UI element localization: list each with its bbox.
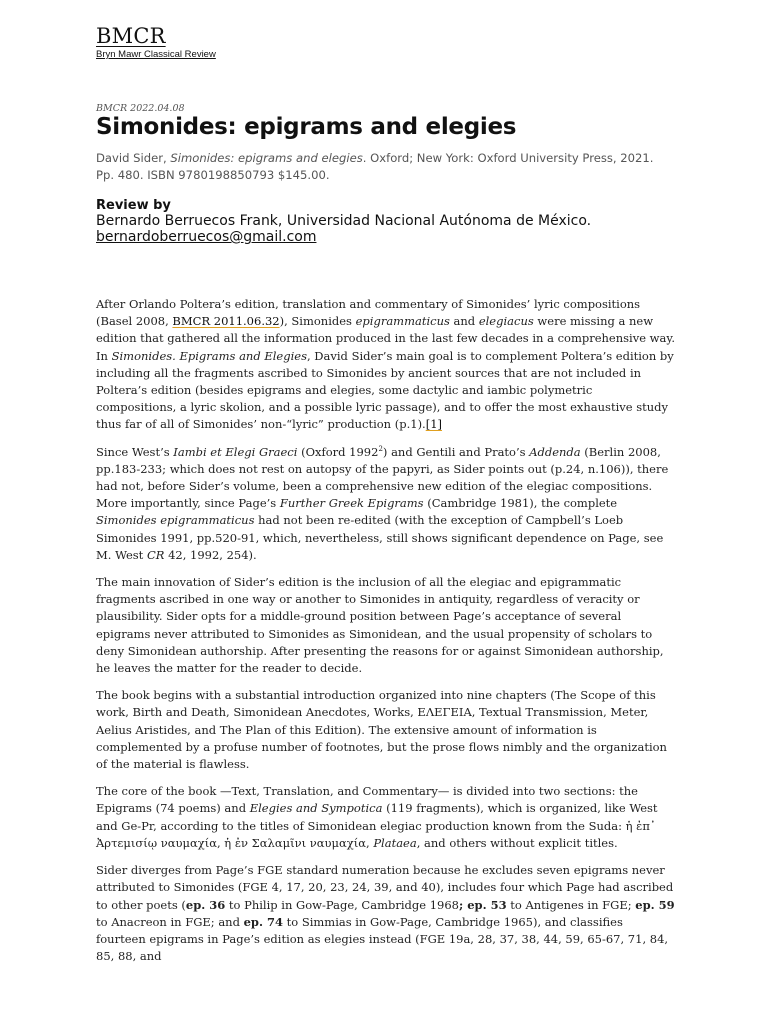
italic-text: Plataea xyxy=(373,835,417,850)
italic-text: Elegies and Sympotica xyxy=(249,801,383,816)
review-date: BMCR 2022.04.08 xyxy=(96,103,185,114)
text: , David Sider’s main goal is to complement Poltera’s edition by including all the fragments ascribed to Simonides by ancient sources that are not included in Poltera’s edition (besides epigrams and elegies, some dactylic and iambic polymetric compositions, a lyric skolion, and a possible lyric passage), and to offer the most exhaustive study thus far of all of Simonides’ non-“lyric” production (p.1). xyxy=(96,348,674,432)
text: to Simmias in Gow-Page, Cambridge 1965), and classifies fourteen epigrams in Page’s edition as elegies instead (FGE 19a, 28, 37, 38, 44, 59, 65-67, 71, 84, 85, 88, and xyxy=(96,914,669,964)
paragraph-4: The book begins with a substantial introduction organized into nine chapters (The Scope of this work, Birth and Death, Simonidean Anecdotes, Works, ΕΛΕΓΕΙΑ, Textual Transmission, Meter, Aelius Aristides, and The Plan of this Edition). The extensive amount of information is complemented by a profuse number of footnotes, but the prose flows nimbly and the organization of the material is flawless. xyxy=(96,688,667,772)
text: ), Simonides xyxy=(279,314,356,329)
text: ) and Gentili and Prato’s xyxy=(382,444,530,459)
citation-author: David Sider, xyxy=(96,151,171,165)
paragraph-5 xyxy=(96,783,676,852)
text: to Antigenes in FGE; xyxy=(506,897,636,912)
italic-text: epigrammaticus xyxy=(355,314,450,329)
bold-text: ; ep. 53 xyxy=(458,897,507,912)
italic-text: Further Greek Epigrams xyxy=(279,496,424,511)
text: (Oxford 1992 xyxy=(297,444,379,459)
site-logo[interactable]: BMCR xyxy=(96,24,166,48)
citation-title: Simonides: epigrams and elegies xyxy=(170,151,363,165)
paragraph-1 xyxy=(96,296,676,434)
review-by-label: Review by xyxy=(96,198,171,213)
text: to Anacreon in FGE; and xyxy=(96,914,244,929)
italic-text: Addenda xyxy=(529,444,581,459)
review-body xyxy=(96,296,676,975)
bmcr-review-link[interactable]: BMCR 2011.06.32 xyxy=(172,314,280,329)
italic-text: elegiacus xyxy=(478,314,534,329)
italic-text: Simonides epigrammaticus xyxy=(96,513,255,528)
bold-text: ep. 36 xyxy=(185,897,226,912)
bold-text: ep. 74 xyxy=(243,914,283,929)
text: Since West’s xyxy=(96,444,174,459)
italic-text: Simonides. Epigrams and Elegies xyxy=(111,348,307,363)
bold-text: ep. 59 xyxy=(635,897,675,912)
paragraph-6 xyxy=(96,862,676,965)
site-tagline-link[interactable]: Bryn Mawr Classical Review xyxy=(96,49,216,60)
italic-text: CR xyxy=(146,547,165,562)
text: and xyxy=(449,314,479,329)
footnote-link[interactable]: [1] xyxy=(425,417,443,432)
text: (Berlin 2008, pp.183-233; which does not rest on autopsy of the papyri, as Sider points out (p.24, n.106)), there had not, before Sider’s volume, been a comprehensive new edition of the elegiac compositions. More importantly, since Page’s xyxy=(96,444,669,511)
text: The core of the book —Text, Translation, and Commentary— is divided into two sections: the Epigrams (74 poems) and xyxy=(96,784,638,816)
citation-details: . Oxford; New York: Oxford University Press, 2021. Pp. 480. ISBN 9780198850793 $145.00. xyxy=(96,151,654,182)
reviewer-email-link[interactable]: bernardoberruecos@gmail.com xyxy=(96,229,317,245)
text: to Philip in Gow-Page, Cambridge 1968 xyxy=(225,897,459,912)
book-citation xyxy=(96,150,672,184)
text: 42, 1992, 254). xyxy=(164,547,257,562)
page-title: Simonides: epigrams and elegies xyxy=(96,114,517,140)
superscript: 2 xyxy=(378,444,383,453)
text: Sider diverges from Page’s FGE standard numeration because he excludes seven epigrams never attributed to Simonides (FGE 4, 17, 20, 23, 24, 39, and 40), includes four which Page had ascribed to other poets ( xyxy=(96,863,674,912)
text: , and others without explicit titles. xyxy=(416,835,618,850)
paragraph-3: The main innovation of Sider’s edition is the inclusion of all the elegiac and epigrammatic fragments ascribed in one way or another to Simonides in antiquity, regardless of veracity or plausibility. Sider opts for a middle-ground position between Page’s acceptance of several epigrams never attributed to Simonides as Simonidean, and the usual propensity of scholars to deny Simonidean authorship. After presenting the reasons for or against Simonidean authorship, he leaves the matter for the reader to decide. xyxy=(96,575,664,676)
reviewer-name: Bernardo Berruecos Frank, Universidad Nacional Autónoma de México. xyxy=(96,213,592,229)
italic-text: Iambi et Elegi Graeci xyxy=(173,444,298,459)
paragraph-2 xyxy=(96,444,676,564)
text: (119 fragments), which is organized, like West and Ge-Pr, according to the titles of Simonidean elegiac production known from the Suda: ἡ ἐπ᾽ Ἀρτεμισίῳ ναυμαχία, ἡ ἐν Σαλαμῖνι ναυμαχία, xyxy=(96,801,658,850)
text: had not been re-edited (with the exception of Campbell’s Loeb Simonides 1991, pp.520-91, which, nevertheless, still shows significant dependence on Page, see M. West xyxy=(96,513,664,562)
text: were missing a new edition that gathered all the information produced in the last few decades in a comprehensive way. In xyxy=(96,314,675,363)
text: (Cambridge 1981), the complete xyxy=(423,496,618,511)
text: After Orlando Poltera’s edition, translation and commentary of Simonides’ lyric compositions (Basel 2008, xyxy=(96,297,641,329)
